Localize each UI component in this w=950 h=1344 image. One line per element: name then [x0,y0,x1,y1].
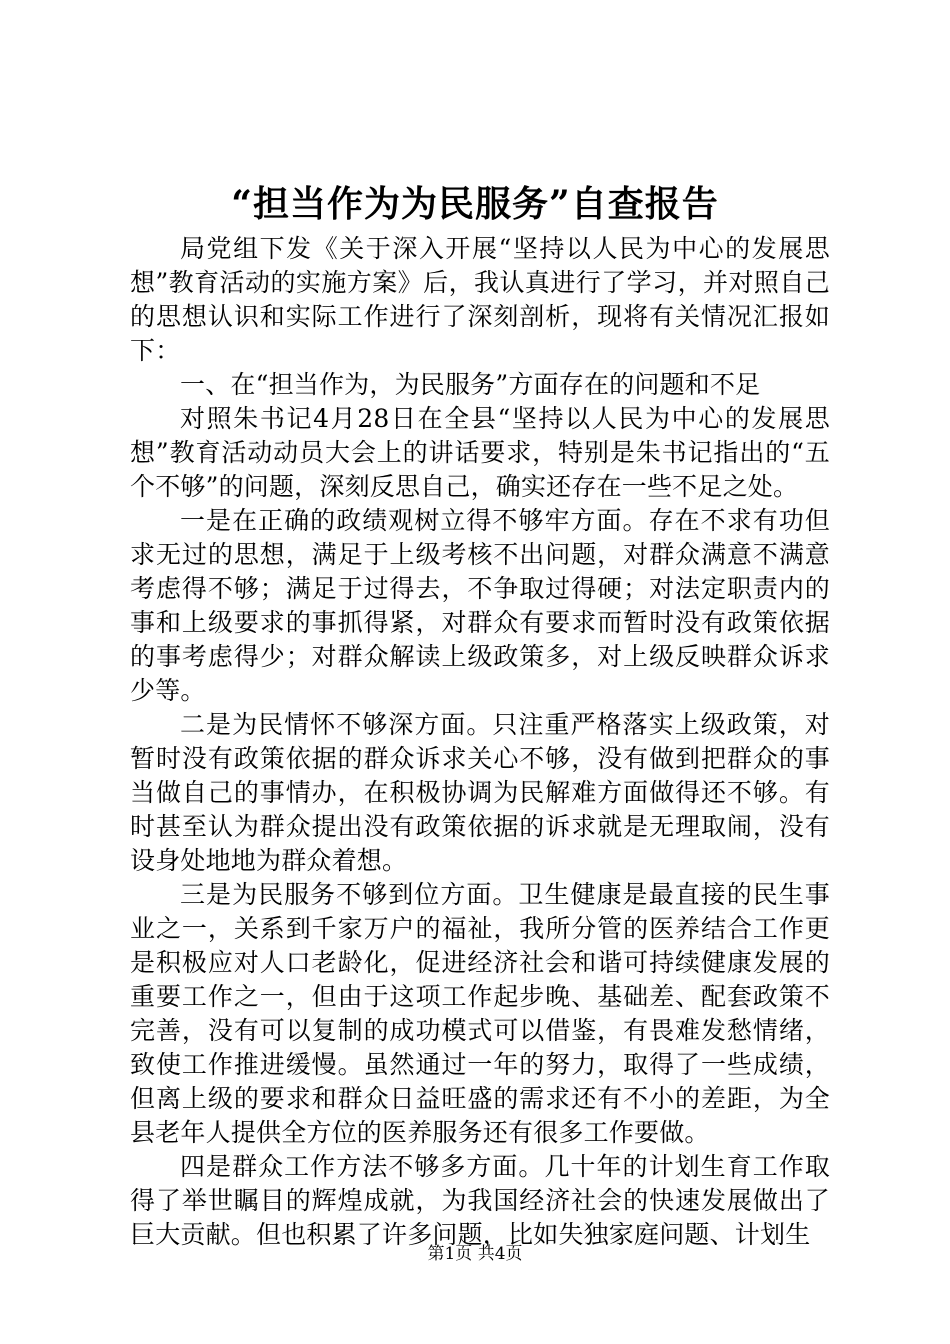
paragraph-point-two: 二是为民情怀不够深方面。只注重严格落实上级政策，对暂时没有政策依据的群众诉求关心不够，没有做到把群众的事当做自己的事情办，在积极协调为民解难方面做得还不够。有时甚至认为群众提出没有政策依据的诉求就是无理取闹，没有设身处地地为群众着想。 [130,710,830,875]
page-number-footer: 第1页 共4页 [427,1244,523,1264]
paragraph-intro: 局党组下发《关于深入开展“坚持以人民为中心的发展思想”教育活动的实施方案》后，我认真进行了学习，并对照自己的思想认识和实际工作进行了深刻剖析，现将有关情况汇报如下： [130,234,830,365]
document-body [130,232,830,1252]
paragraph-reflection: 对照朱书记4月28日在全县“坚持以人民为中心的发展思想”教育活动动员大会上的讲话要求，特别是朱书记指出的“五个不够”的问题，深刻反思自己，确实还存在一些不足之处。 [130,404,830,501]
paragraph-point-three: 三是为民服务不够到位方面。卫生健康是最直接的民生事业之一，关系到千家万户的福祉，我所分管的医养结合工作更是积极应对人口老龄化，促进经济社会和谐可持续健康发展的重要工作之一，但由于这项工作起步晚、基础差、配套政策不完善，没有可以复制的成功模式可以借鉴，有畏难发愁情绪，致使工作推进缓慢。虽然通过一年的努力，取得了一些成绩，但离上级的要求和群众日益旺盛的需求还有不小的差距，为全县老年人提供全方位的医养服务还有很多工作要做。 [130,880,830,1147]
section-heading: 一、在“担当作为，为民服务”方面存在的问题和不足 [180,370,761,399]
paragraph-point-four: 四是群众工作方法不够多方面。几十年的计划生育工作取得了举世瞩目的辉煌成就，为我国经济社会的快速发展做出了巨大贡献。但也积累了许多问题，比如失独家庭问题、计划生 [130,1152,830,1249]
document-title: “担当作为为民服务”自查报告 [231,183,719,225]
paragraph-point-one: 一是在正确的政绩观树立得不够牢方面。存在不求有功但求无过的思想，满足于上级考核不出问题，对群众满意不满意考虑得不够；满足于过得去，不争取过得硬；对法定职责内的事和上级要求的事抓得紧，对群众有要求而暂时没有政策依据的事考虑得少；对群众解读上级政策多，对上级反映群众诉求少等。 [130,506,830,705]
